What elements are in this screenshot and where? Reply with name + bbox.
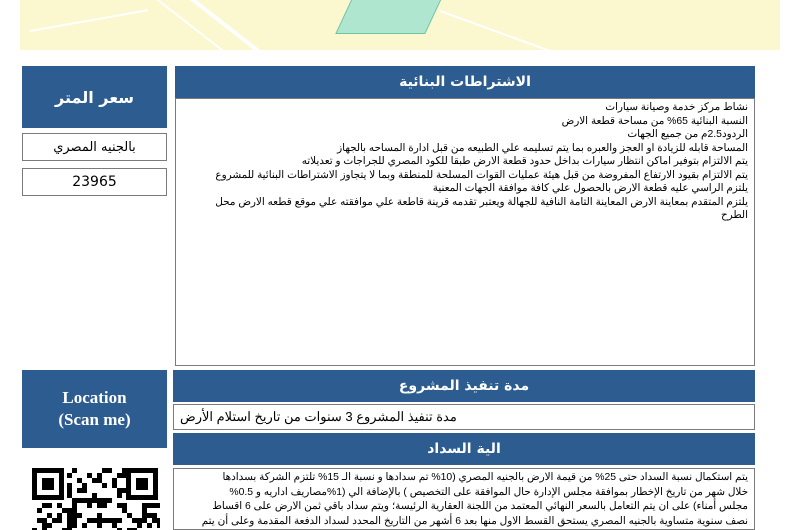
location-title: Location <box>62 388 127 407</box>
payment-line: يتم استكمال نسبة السداد حتى 25% من قيمة الارض بالجنيه المصري (10% تم سدادها و نسبة الـ 15% تلتزم الشركة بسدادها <box>222 472 748 483</box>
condition-line: المساحة قابله للزيادة او العجز والعبره بما يتم تسليمه علي الطبيعه من قبل ادارة المساحه بالجهاز <box>337 142 748 154</box>
location-box <box>22 370 167 448</box>
currency-label: بالجنيه المصري <box>22 133 167 161</box>
payment-body <box>173 468 755 530</box>
building-conditions-body <box>175 98 755 366</box>
price-title: سعر المتر <box>22 66 167 128</box>
payment-line: نصف سنوية متساوية بالجنيه المصري يستحق القسط الاول منها بعد 6 أشهر من التاريخ المحدد لسداد الدفعة المقدمة وعلى أن يتم <box>201 515 748 527</box>
execution-period-title: مدة تنفيذ المشروع <box>173 370 755 402</box>
condition-line: النسبة البنائية 65% من مساحة قطعة الارض <box>561 115 748 127</box>
condition-line: يلتزم المتقدم بمعاينة الارض المعاينة التامة النافية للجهالة ويعتبر تقدمه قرينة قاطعة علي موافقته علي موقع قطعه الارض محل <box>215 196 748 208</box>
location-subtitle: (Scan me) <box>58 410 131 429</box>
condition-line: يتم الالتزام بتوفير اماكن انتظار سيارات بداخل حدود قطعة الارض طبقا للكود المصري للجراجات و تعديلاته <box>301 156 748 167</box>
condition-line: يتم الالتزام بقيود الارتفاع المفروضة من قبل هيئة عمليات القوات المسلحة للمنطقة وبما لا يتجاوز الاشتراطات البنائية للمشروع <box>215 169 748 181</box>
qr-code-graphic <box>30 466 160 530</box>
payment-line: خلال شهر من تاريخ الإخطار بموافقة مجلس الإدارة حال الموافقة على التخصيص ) بالإضافة الي (1%مصاريف اداريه و 0.5% <box>229 486 748 498</box>
map-road <box>169 0 290 50</box>
payment-title: الية السداد <box>173 433 755 465</box>
payment-line: مجلس أمناء) على ان يتم التعامل بالسعر النهائي المعتمد من اللجنة العقارية الرئيسة؛ ويتم سداد باقي ثمن الارض على 6 اقساط <box>212 501 748 512</box>
building-conditions-title: الاشتراطات البنائية <box>175 66 755 98</box>
price-value: 23965 <box>22 168 167 196</box>
map-road <box>30 9 149 32</box>
execution-period-text: مدة تنفيذ المشروع 3 سنوات من تاريخ استلام الأرض <box>173 404 755 430</box>
condition-line: الطرح <box>720 210 748 221</box>
land-parcel <box>335 0 445 34</box>
condition-line: نشاط مركز خدمة وصيانة سيارات <box>605 102 748 113</box>
map-road <box>440 10 572 50</box>
site-map <box>20 0 780 50</box>
condition-line: يلتزم الراسي عليه قطعة الارض بالحصول علي كافة موافقة الجهات المعنية <box>432 183 748 194</box>
qr-code-icon[interactable] <box>30 466 160 530</box>
condition-line: الردود2.5م من جميع الجهات <box>627 129 748 140</box>
